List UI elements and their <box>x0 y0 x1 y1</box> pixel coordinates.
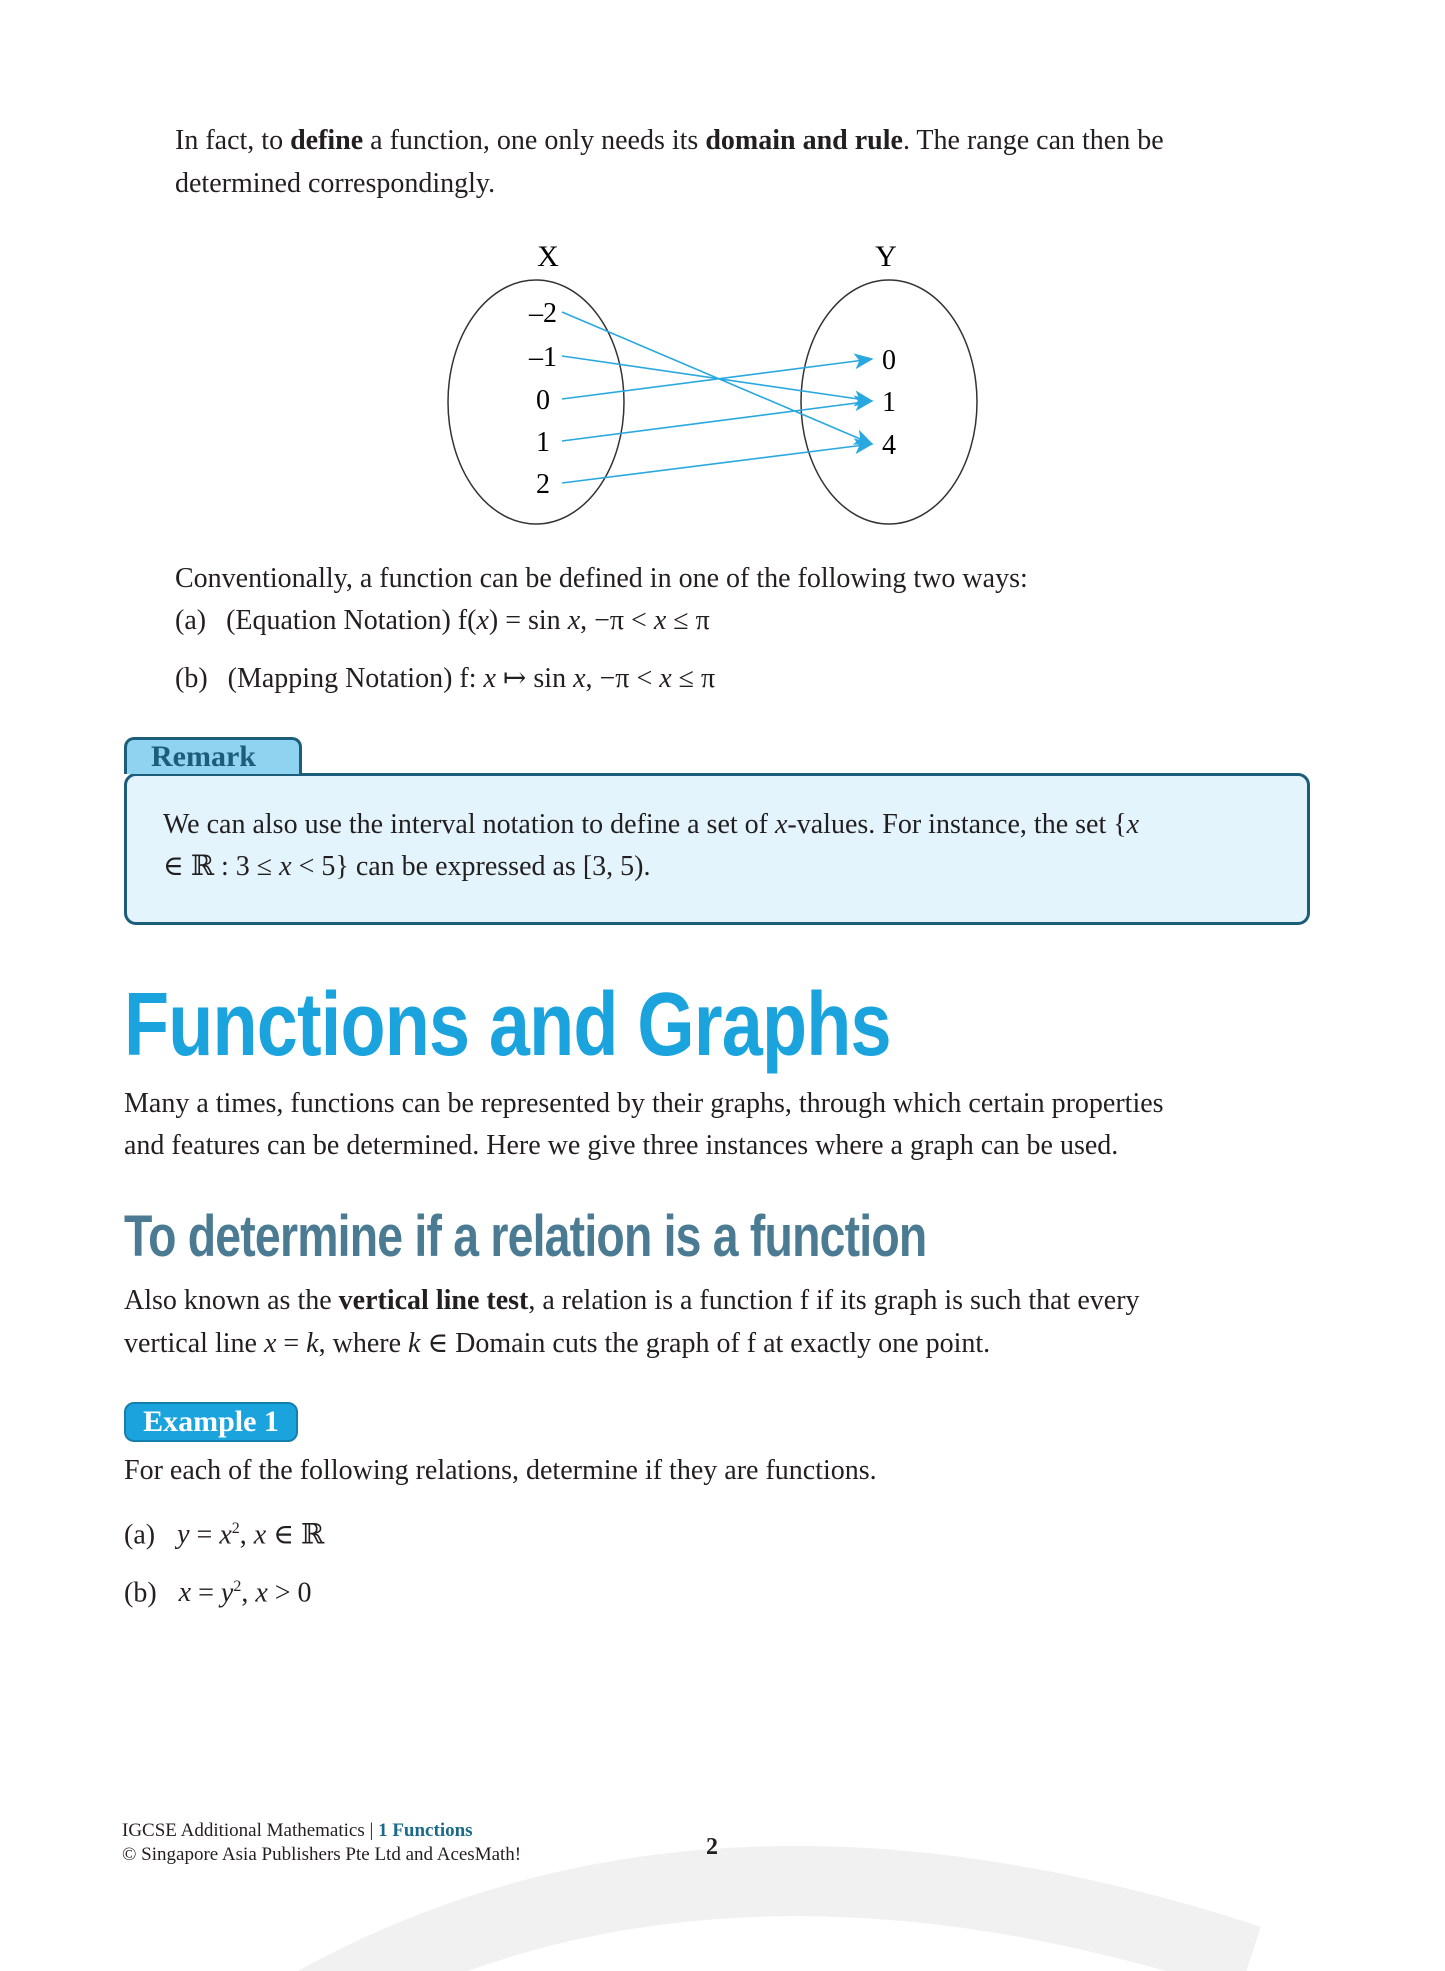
domain-element: –1 <box>529 342 557 373</box>
example-tab: Example 1 <box>124 1402 298 1442</box>
domain-element: 2 <box>536 469 550 500</box>
codomain-element: 1 <box>882 387 896 418</box>
example-prompt: For each of the following relations, determine if they are functions. <box>124 1455 877 1486</box>
section-line-1: Many a times, functions can be represented by their graphs, through which certain properties <box>124 1088 1164 1119</box>
codomain-label: Y <box>875 240 897 273</box>
mapping-arrow <box>562 401 872 441</box>
intro-line-1: In fact, to define a function, one only needs its domain and rule. The range can then be <box>175 125 1164 156</box>
example-item-a: (a) $y = x^2$, x ∈ ℝ <box>124 1519 325 1551</box>
subsection-line-1: Also known as the vertical line test, a relation is a function f if its graph is such that every <box>124 1285 1140 1316</box>
footer-book: IGCSE Additional Mathematics | 1 Functions <box>122 1820 473 1841</box>
codomain-element: 0 <box>882 345 896 376</box>
subsection-line-2: vertical line x = k, where k ∈ Domain cuts the graph of f at exactly one point. <box>124 1328 991 1359</box>
codomain-element: 4 <box>882 430 896 461</box>
example-item-b: (b) $x = y^2$, x > 0 <box>124 1577 312 1609</box>
remark-tab: Remark <box>124 737 302 774</box>
mapping-arrow <box>562 359 872 399</box>
remark-line-2: ∈ ℝ : 3 ≤ x < 5} can be expressed as [3, 5). <box>163 851 651 882</box>
subsection-heading: To determine if a relation is a function <box>124 1204 927 1269</box>
convention-b: (b) (Mapping Notation) f: x ↦ sin x, −π < x ≤ π <box>175 663 716 694</box>
mapping-diagram <box>0 0 1445 560</box>
domain-element: –2 <box>529 298 557 329</box>
section-line-2: and features can be determined. Here we give three instances where a graph can be used. <box>124 1130 1119 1161</box>
mapping-arrow <box>562 444 872 483</box>
domain-element: 0 <box>536 385 550 416</box>
domain-element: 1 <box>536 427 550 458</box>
section-heading: Functions and Graphs <box>124 975 891 1075</box>
page-number: 2 <box>706 1834 718 1860</box>
intro-line-2: determined correspondingly. <box>175 168 496 199</box>
convention-a: (a) (Equation Notation) f(x) = sin x, −π < x ≤ π <box>175 605 710 636</box>
footer-copyright: © Singapore Asia Publishers Pte Ltd and AcesMath! <box>122 1844 522 1865</box>
domain-label: X <box>537 240 559 273</box>
remark-line-1: We can also use the interval notation to define a set of x-values. For instance, the set {x <box>163 809 1140 840</box>
conventions-intro: Conventionally, a function can be defined in one of the following two ways: <box>175 563 1028 594</box>
